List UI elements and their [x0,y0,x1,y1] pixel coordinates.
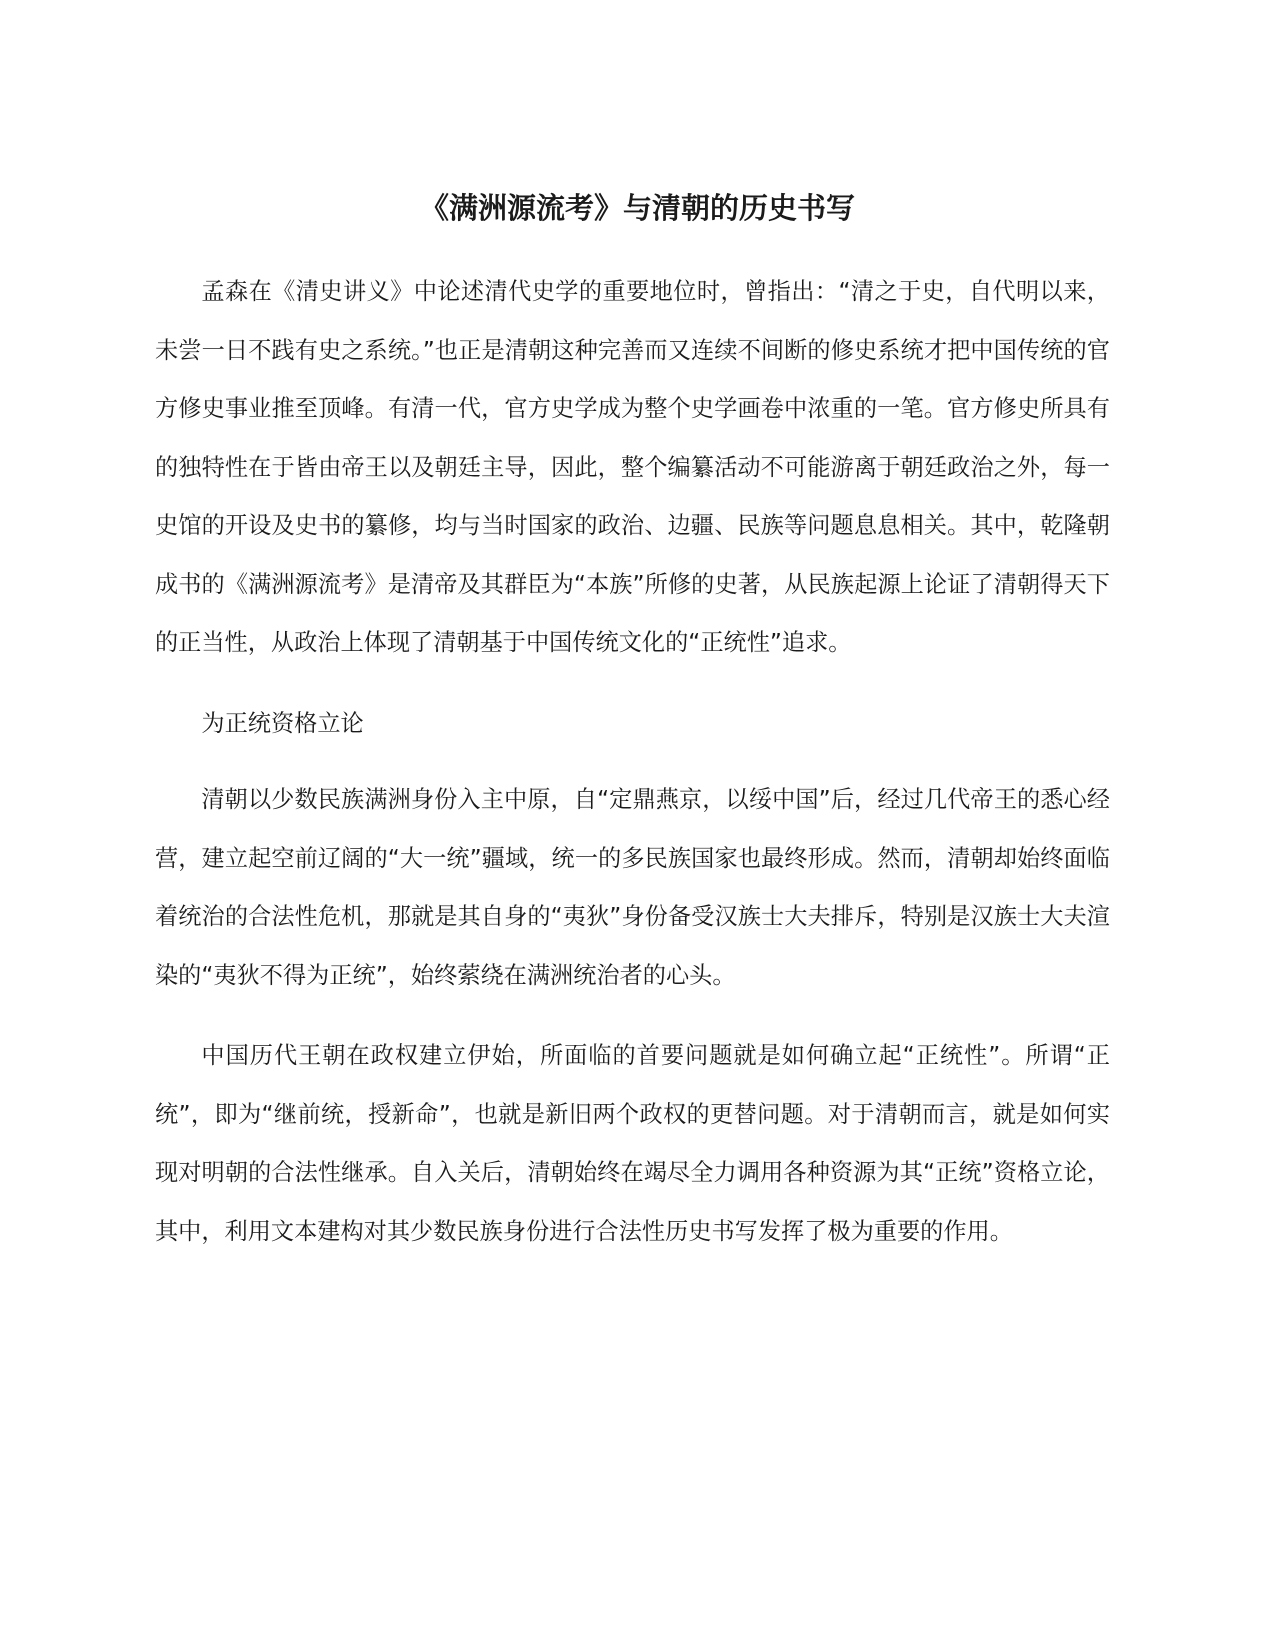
paragraph-legitimacy-crisis: 清朝以少数民族满洲身份入主中原，自“定鼎燕京，以绥中国”后，经过几代帝王的悉心经营，建立起空前辽阔的“大一统”疆域，统一的多民族国家也最终形成。然而，清朝却始终面临着统治的合法性危机，那就是其自身的“夷狄”身份备受汉族士大夫排斥，特别是汉族士大夫渲染的“夷狄不得为正统”，始终萦绕在满洲统治者的心头。 [155,786,1110,989]
paragraph-orthodoxy: 中国历代王朝在政权建立伊始，所面临的首要问题就是如何确立起“正统性”。所谓“正统”，即为“继前统，授新命”，也就是新旧两个政权的更替问题。对于清朝而言，就是如何实现对明朝的合法性继承。自入关后，清朝始终在竭尽全力调用各种资源为其“正统”资格立论，其中，利用文本建构对其少数民族身份进行合法性历史书写发挥了极为重要的作用。 [155,1042,1110,1245]
section-heading: 为正统资格立论 [201,709,364,737]
document-body [155,263,1110,1283]
paragraph-intro: 孟森在《清史讲义》中论述清代史学的重要地位时，曾指出：“清之于史，自代明以来，未尝一日不践有史之系统。”也正是清朝这种完善而又连续不间断的修史系统才把中国传统的官方修史事业推至顶峰。有清一代，官方史学成为整个史学画卷中浓重的一笔。官方修史所具有的独特性在于皆由帝王以及朝廷主导，因此，整个编纂活动不可能游离于朝廷政治之外，每一史馆的开设及史书的纂修，均与当时国家的政治、边疆、民族等问题息息相关。其中，乾隆朝成书的《满洲源流考》是清帝及其群臣为“本族”所修的史著，从民族起源上论证了清朝得天下的正当性，从政治上体现了清朝基于中国传统文化的“正统性”追求。 [155,278,1110,656]
document-title: 《满洲源流考》与清朝的历史书写 [419,191,855,225]
